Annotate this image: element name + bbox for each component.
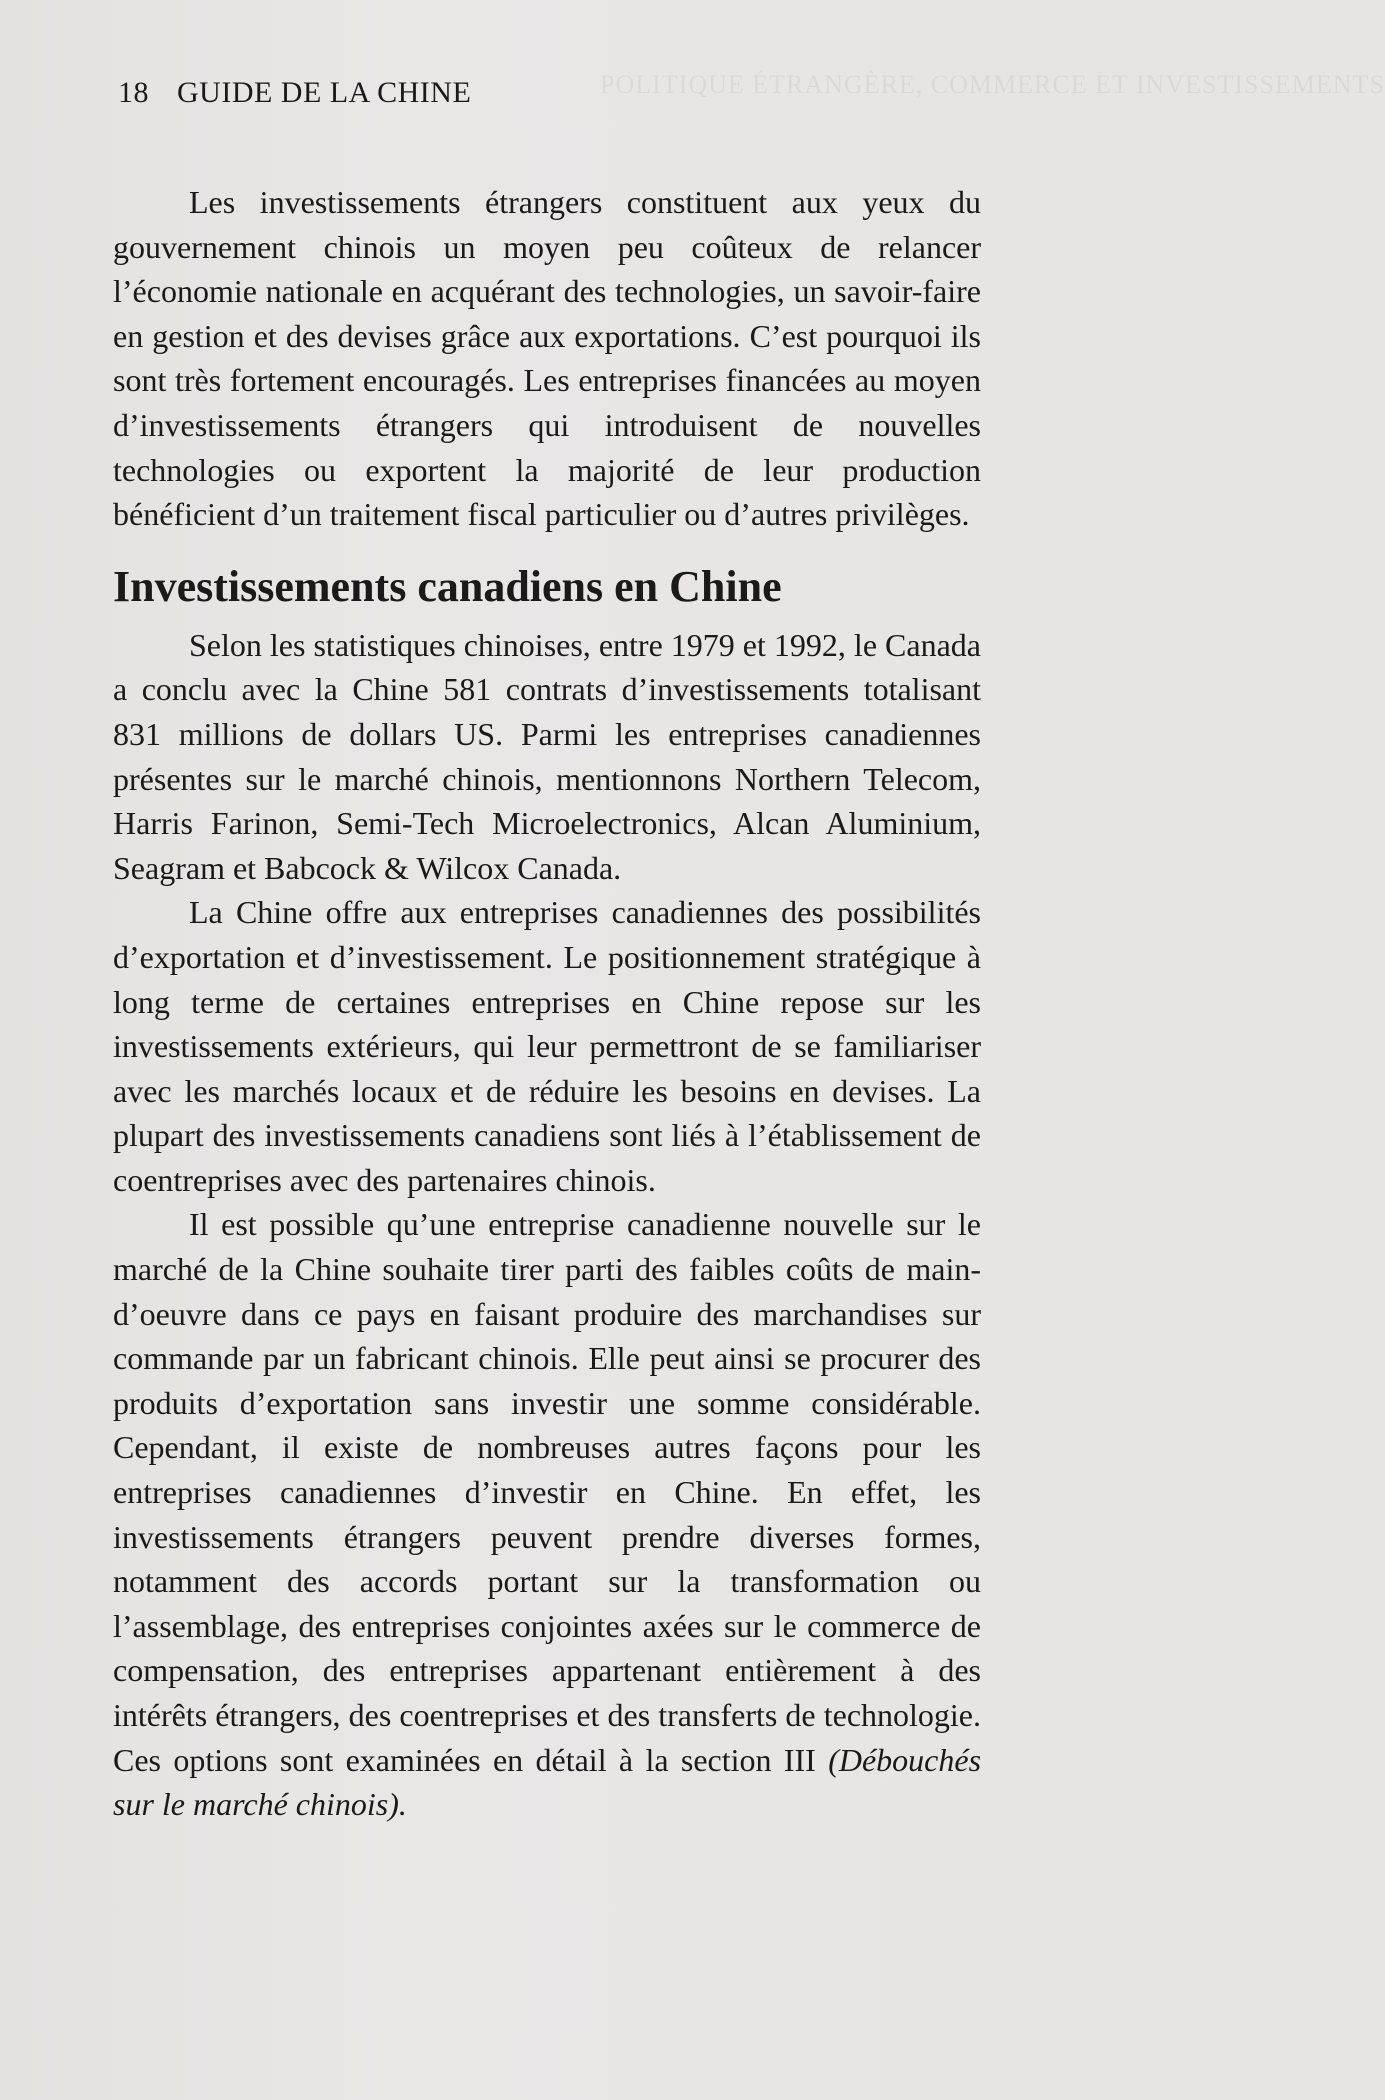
running-title: GUIDE DE LA CHINE (177, 76, 472, 109)
page-content (113, 180, 981, 1827)
paragraph-investment-forms (113, 1202, 981, 1826)
paragraph-opportunities: La Chine offre aux entreprises canadiennes des possibilités d’exportation et d’investissement. Le positionnement stratégique à long terme de certaines entreprises en Chine repose sur les investissements extérieurs, qui leur permettront de se familiariser avec les marchés locaux et de réduire les besoins en devises. La plupart des investissements canadiens sont liés à l’établissement de coentreprises avec des partenaires chinois. (113, 894, 981, 1198)
paragraph-foreign-investment: Les investissements étrangers constituent aux yeux du gouvernement chinois un moyen peu coûteux de relancer l’économie nationale en acquérant des technologies, un savoir-faire en gestion et des devises grâce aux exportations. C’est pourquoi ils sont très fortement encouragés. Les entreprises financées au moyen d’investissements étrangers qui introduisent de nouvelles technologies ou exportent la majorité de leur production bénéficient d’un traitement fiscal particulier ou d’autres privilèges. (113, 184, 981, 533)
bleed-through-text: POLITIQUE ÉTRANGÈRE, COMMERCE ET INVESTISSEMENTS (600, 70, 1385, 99)
section-heading: Investissements canadiens en Chine (113, 561, 782, 611)
paragraph-investment-forms-text: Il est possible qu’une entreprise canadienne nouvelle sur le marché de la Chine souhaite tirer parti des faibles coûts de main-d’oeuvre dans ce pays en faisant produire des marchandises sur commande par un fabricant chinois. Elle peut ainsi se procurer des produits d’exportation sans investir une somme considérable. Cependant, il existe de nombreuses autres façons pour les entreprises canadiennes d’investir en Chine. En effet, les investissements étrangers peuvent prendre diverses formes, notamment des accords portant sur la transformation ou l’assemblage, des entreprises conjointes axées sur le commerce de compensation, des entreprises appartenant entièrement à des intérêts étrangers, des coentreprises et des transferts de technologie. Ces options sont examinées en détail à la section III (113, 1206, 981, 1778)
page-number: 18 (118, 76, 149, 109)
paragraph-statistics: Selon les statistiques chinoises, entre 1979 et 1992, le Canada a conclu avec la Chine 581 contrats d’investissements totalisant 831 millions de dollars US. Parmi les entreprises canadiennes présentes sur le marché chinois, mentionnons Northern Telecom, Harris Farinon, Semi-Tech Microelectronics, Alcan Aluminium, Seagram et Babcock & Wilcox Canada. (113, 626, 981, 886)
running-header (118, 76, 471, 110)
section-reference: (Débouchés sur le marché chinois). (113, 1741, 982, 1823)
